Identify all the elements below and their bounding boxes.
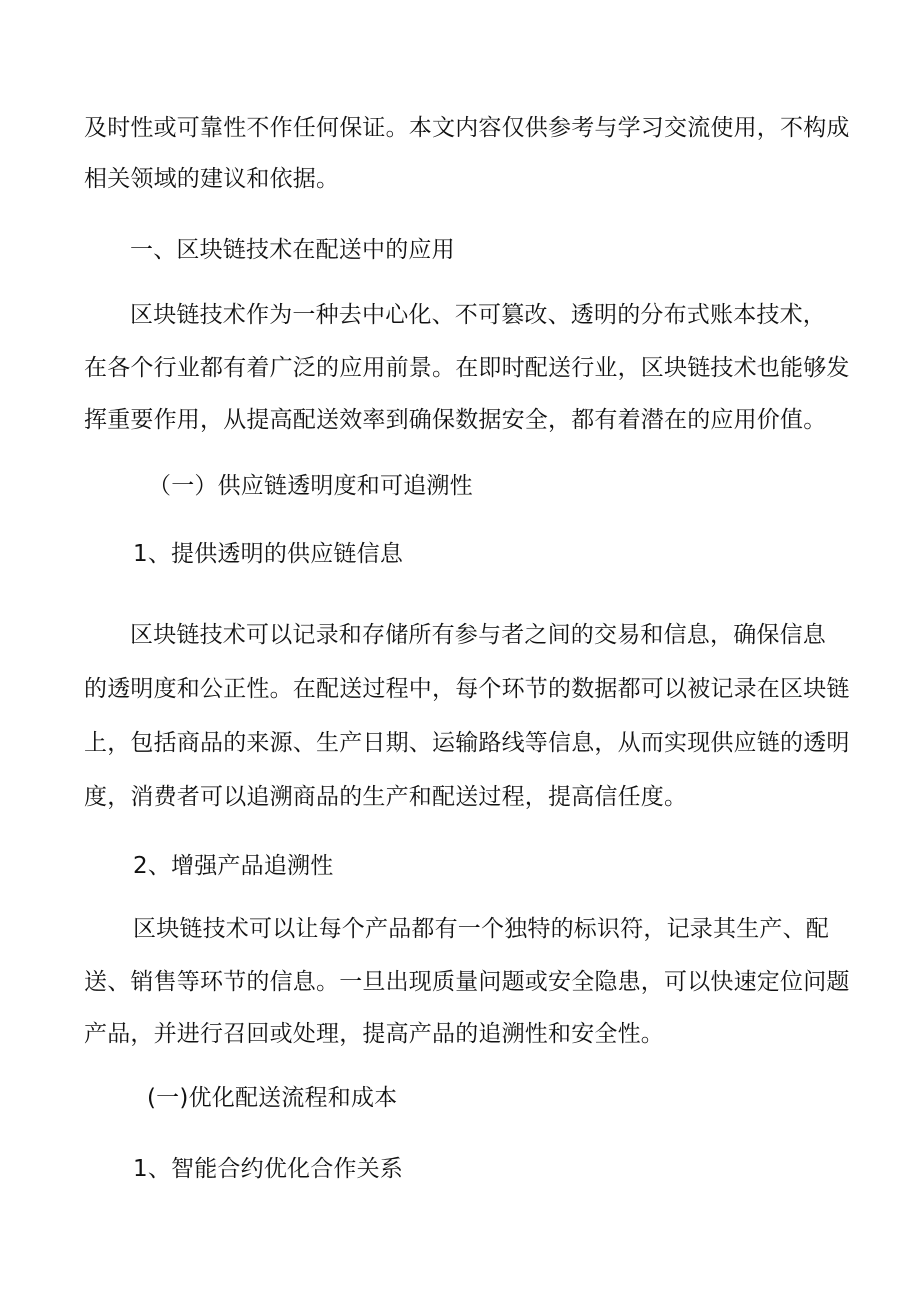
item-heading: 1、提供透明的供应链信息 [133, 541, 404, 567]
body-text-line: 度，消费者可以追溯商品的生产和配送过程，提高信任度。 [84, 784, 688, 810]
subsection-heading: （一）供应链透明度和可追溯性 [148, 473, 473, 499]
item-heading: 2、增强产品追溯性 [133, 853, 334, 879]
body-text-line: 在各个行业都有着广泛的应用前景。在即时配送行业，区块链技术也能够发 [84, 355, 850, 381]
body-text-line: 相关领域的建议和依据。 [84, 166, 340, 192]
body-text-line: 区块链技术可以让每个产品都有一个独特的标识符，记录其生产、配 [133, 916, 829, 942]
body-text-line: 产品，并进行召回或处理，提高产品的追溯性和安全性。 [84, 1021, 664, 1047]
body-text-line: 送、销售等环节的信息。一旦出现质量问题或安全隐患，可以快速定位问题 [84, 969, 850, 995]
item-heading: 1、智能合约优化合作关系 [133, 1156, 404, 1182]
body-text-line: 的透明度和公正性。在配送过程中，每个环节的数据都可以被记录在区块链 [84, 676, 850, 702]
body-text-line: 区块链技术可以记录和存储所有参与者之间的交易和信息，确保信息 [130, 622, 826, 648]
body-text-line: 区块链技术作为一种去中心化、不可篡改、透明的分布式账本技术， [130, 302, 826, 328]
body-text-line: 挥重要作用，从提高配送效率到确保数据安全，都有着潜在的应用价值。 [84, 407, 827, 433]
subsection-heading: (一)优化配送流程和成本 [147, 1085, 398, 1111]
body-text-line: 上，包括商品的来源、生产日期、运输路线等信息，从而实现供应链的透明 [84, 730, 850, 756]
body-text-line: 及时性或可靠性不作任何保证。本文内容仅供参考与学习交流使用，不构成 [84, 115, 850, 141]
section-heading: 一、区块链技术在配送中的应用 [130, 237, 455, 263]
